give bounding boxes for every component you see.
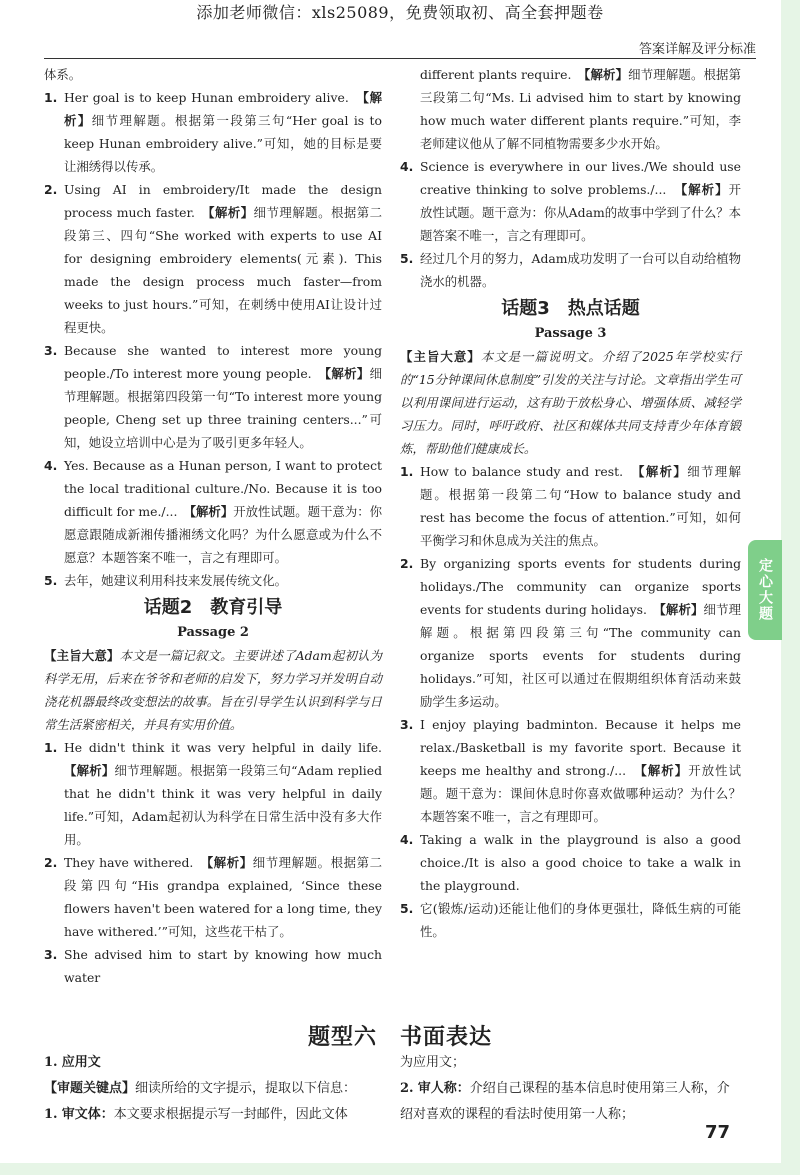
answer-item <box>44 943 382 989</box>
footer-bar <box>0 1163 800 1175</box>
page-number: 77 <box>704 1122 730 1143</box>
answer-text: I enjoy playing badminton. Because it helps me relax./Basketball is my favorite sport. Because it keeps me healthy and strong./... <box>420 717 741 778</box>
answer-item <box>44 851 382 943</box>
analysis-tag: 【解析】 <box>64 90 382 128</box>
item-number: 4. <box>44 458 58 473</box>
key-point-tag: 审人称： <box>417 1081 470 1096</box>
item-number: 4. <box>400 159 414 174</box>
answer-text: Yes. Because as a Hunan person, I want to protect the local traditional culture./No. Because it is too difficult for me./... <box>64 458 382 519</box>
answer-text: Because she wanted to interest more young people./To interest more young people. <box>64 343 382 381</box>
item-number: 5. <box>400 901 414 916</box>
analysis-text: 经过几个月的努力，Adam成功发明了一台可以自动给植物浇水的机器。 <box>420 251 742 289</box>
answer-item <box>400 828 741 897</box>
key-point-text: 细读所给的文字提示，提取以下信息： <box>135 1081 357 1096</box>
item-number: 3. <box>400 717 414 732</box>
answer-text: She advised him to start by knowing how much water <box>64 947 382 985</box>
item-number: 5. <box>400 251 414 266</box>
analysis-text: 开放性试题。题干意为：你愿意跟随成新湘传播湘绣文化吗？为什么愿意或为什么不愿意？本题答案不唯一，言之有理即可。 <box>64 504 383 565</box>
answer-item <box>400 552 741 713</box>
bottom-right <box>400 1050 741 1128</box>
side-green-bar <box>781 0 800 1175</box>
key-point-text: 介绍自己课程的基本信息时使用第三人称，介绍对喜欢的课程的看法时使用第一人称； <box>400 1081 730 1122</box>
answer-text: How to balance study and rest. <box>420 464 624 479</box>
continued-text: 为应用文； <box>400 1055 466 1070</box>
analysis-text: 细节理解题。根据第四段第一句“To interest more young people, Cheng set up three training centers...”可知，她设立培训中心是为了吸引更多年轻人。 <box>64 366 383 450</box>
analysis-text: 细节理解题。根据第一段第二句“How to balance study and rest has become the focus of attention.”可知，如何平衡学习和休息成为关注的焦点。 <box>420 464 741 548</box>
item-number: 5. <box>44 573 58 588</box>
answer-text: Science is everywhere in our lives./We should use creative thinking to solve problems./... <box>420 159 741 197</box>
answer-item <box>400 63 741 155</box>
right-column <box>400 63 741 943</box>
section-title: 题型六 书面表达 <box>307 1025 492 1050</box>
top-banner: 添加老师微信：xls25089，免费领取初、高全套押题卷 <box>196 3 604 22</box>
passage-3-heading: Passage 3 <box>534 326 607 341</box>
analysis-tag: 【解析】 <box>659 602 704 617</box>
answer-item <box>44 569 382 592</box>
header-divider <box>44 58 756 59</box>
analysis-tag: 【解析】 <box>584 67 629 82</box>
analysis-tag: 【解析】 <box>208 205 254 220</box>
item-number: 1. <box>44 90 58 105</box>
analysis-text: 开放性试题。题干意为：课间休息时你喜欢做哪种运动？为什么？本题答案不唯一，言之有理即可。 <box>420 763 741 824</box>
answer-text: different plants require. <box>420 67 572 82</box>
analysis-tag: 【解析】 <box>64 763 115 778</box>
answer-item <box>400 155 741 247</box>
analysis-text: 开放性试题。题干意为：你从Adam的故事中学到了什么？本题答案不唯一，言之有理即可。 <box>420 182 742 243</box>
key-point-tag: 【审题关键点】 <box>44 1081 136 1096</box>
bottom-left <box>44 1050 382 1128</box>
answer-item <box>400 897 741 943</box>
analysis-tag: 【解析】 <box>638 464 688 479</box>
answer-text: He didn't think it was very helpful in daily life. <box>64 740 382 755</box>
analysis-text: 它(锻炼/运动)还能让他们的身体更强壮，降低生病的可能性。 <box>420 901 741 939</box>
answer-item <box>44 178 382 339</box>
item-number: 1. <box>44 1107 58 1122</box>
analysis-text: 细节理解题。根据第一段第三句“Her goal is to keep Hunan embroidery alive.”可知，她的目标是要让湘绣得以传承。 <box>64 113 382 174</box>
summary-tag: 【主旨大意】 <box>400 349 481 364</box>
answer-item <box>400 247 741 293</box>
answer-item <box>44 86 382 178</box>
analysis-tag: 【解析】 <box>680 182 729 197</box>
summary-2 <box>44 644 382 736</box>
analysis-text: 细节理解题。根据第一段第三句“Adam replied that he didn't think it was very helpful in daily life.”可知，Adam起初认为科学在日常生活中没有多大作用。 <box>64 763 382 847</box>
summary-text: 本文是一篇记叙文。主要讲述了Adam起初认为科学无用，后来在爷爷和老师的启发下，努力学习并发明自动浇花机器最终改变想法的故事。旨在引导学生认识到科学与日常生活紧密相关，并具有实用价值。 <box>44 648 382 732</box>
answer-text: By organizing sports events for students during holidays./The community can organize sports events for students during holidays. <box>420 556 741 617</box>
summary-text: 本文是一篇说明文。介绍了2025年学校实行的“15分钟课间休息制度”引发的关注与讨论。文章指出学生可以利用课间进行运动，这有助于放松身心、增强体质、减轻学习压力。同时，呼吁政府、社区和媒体共同支持青少年体育锻炼，帮助他们健康成长。 <box>400 349 741 456</box>
analysis-text: 细节理解题。根据第四段第三句“The community can organize sports events for students during holidays.”可知，社区可以通过在假期组织体育活动来鼓励学生多运动。 <box>420 602 741 709</box>
item-number: 3. <box>44 343 58 358</box>
analysis-text: 去年，她建议利用科技来发展传统文化。 <box>64 573 288 588</box>
topic-3-heading: 话题3 热点话题 <box>501 298 640 319</box>
item-number: 1. <box>400 464 414 479</box>
item-number: 4. <box>400 832 414 847</box>
item-number: 2. <box>400 556 414 571</box>
analysis-text: 细节理解题。根据第二段第四句“His grandpa explained, ‘Since these flowers haven't been watered for a long time, they have withered.’”可知，这些花干枯了。 <box>64 855 382 939</box>
answer-text: Taking a walk in the playground is also a good choice./It is also a good choice to take a walk in the playground. <box>420 832 741 893</box>
analysis-tag: 【解析】 <box>189 504 234 519</box>
key-point-text: 本文要求根据提示写一封邮件，因此文体 <box>113 1107 348 1122</box>
answer-text: Using AI in embroidery/It made the design process much faster. <box>64 182 382 220</box>
analysis-text: 细节理解题。根据第三段第二句“Ms. Li advised him to start by knowing how much water different plants require.”可知，李老师建议他从了解不同植物需要多少水开始。 <box>420 67 741 151</box>
header-title: 答案详解及评分标准 <box>638 42 756 57</box>
item-number: 3. <box>44 947 58 962</box>
answer-item <box>400 713 741 828</box>
item-number: 1. <box>44 1055 58 1070</box>
intro-text: 体系。 <box>44 67 82 82</box>
answer-item <box>44 339 382 454</box>
summary-3 <box>400 345 741 460</box>
answer-item <box>400 460 741 552</box>
item-number: 1. <box>44 740 58 755</box>
summary-tag: 【主旨大意】 <box>44 648 120 663</box>
analysis-text: 细节理解题。根据第二段第三、四句“She worked with experts to use AI for designing embroidery elements(元素). This made the design process much faster—from weeks to just hours.”可知，在刺绣中使用AI让设计过程更快。 <box>64 205 382 335</box>
answer-item <box>44 454 382 569</box>
item-number: 2. <box>44 182 58 197</box>
item-heading: 应用文 <box>61 1055 101 1070</box>
answer-text: Her goal is to keep Hunan embroidery alive. <box>64 90 349 105</box>
key-point-tag: 审文体： <box>61 1107 114 1122</box>
left-column <box>44 63 382 989</box>
analysis-tag: 【解析】 <box>206 855 253 870</box>
answer-text: They have withered. <box>64 855 194 870</box>
topic-2-heading: 话题2 教育引导 <box>143 597 283 618</box>
analysis-tag: 【解析】 <box>640 763 689 778</box>
item-number: 2. <box>400 1081 414 1096</box>
analysis-tag: 【解析】 <box>324 366 370 381</box>
passage-2-heading: Passage 2 <box>177 625 249 640</box>
answer-item <box>44 736 382 851</box>
item-number: 2. <box>44 855 58 870</box>
side-tab: 定心大题 <box>748 540 782 640</box>
